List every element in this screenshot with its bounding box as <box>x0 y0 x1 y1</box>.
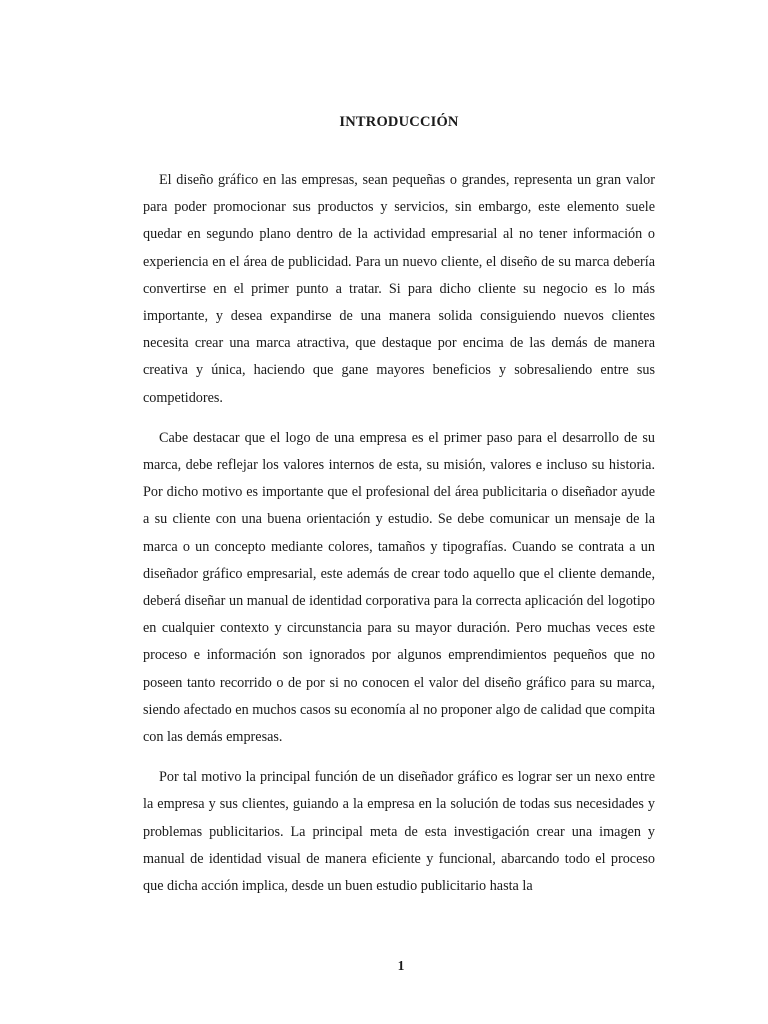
page-number: 1 <box>397 958 405 973</box>
body-text <box>143 167 655 913</box>
page-title: INTRODUCCIÓN <box>339 114 459 130</box>
paragraph: Cabe destacar que el logo de una empresa es el primer paso para el desarrollo de su marca, debe reflejar los valores internos de esta, su misión, valores e incluso su historia. Por dicho motivo es importante que el profesional del área publicitaria o diseñador ayude a su cliente con una buena orientación y estudio. Se debe comunicar un mensaje de la marca o un concepto mediante colores, tamaños y tipografías. Cuando se contrata a un diseñador gráfico empresarial, este además de crear todo aquello que el cliente demande, deberá diseñar un manual de identidad corporativa para la correcta aplicación del logotipo en cualquier contexto y circunstancia para su mayor duración. Pero muchas veces este proceso e información son ignorados por algunos emprendimientos pequeños que no poseen tanto recorrido o de por si no conocen el valor del diseño gráfico para su marca, siendo afectado en muchos casos su economía al no proponer algo de calidad que compita con las demás empresas. <box>143 429 655 746</box>
paragraph: El diseño gráfico en las empresas, sean pequeñas o grandes, representa un gran valor para poder promocionar sus productos y servicios, sin embargo, este elemento suele quedar en segundo plano dentro de la actividad empresarial al no tener información o experiencia en el área de publicidad. Para un nuevo cliente, el diseño de su marca debería convertirse en el primer punto a tratar. Si para dicho cliente su negocio es lo más importante, y desea expandirse de una manera solida consiguiendo nuevos clientes necesita crear una marca atractiva, que destaque por encima de las demás de manera creativa y única, haciendo que gane mayores beneficios y sobresaliendo entre sus competidores. <box>143 172 655 406</box>
paragraph: Por tal motivo la principal función de un diseñador gráfico es lograr ser un nexo entre la empresa y sus clientes, guiando a la empresa en la solución de todas sus necesidades y problemas publicitarios. La principal meta de esta investigación crear una imagen y manual de identidad visual de manera eficiente y funcional, abarcando todo el proceso que dicha acción implica, desde un buen estudio publicitario hasta la <box>143 769 655 895</box>
